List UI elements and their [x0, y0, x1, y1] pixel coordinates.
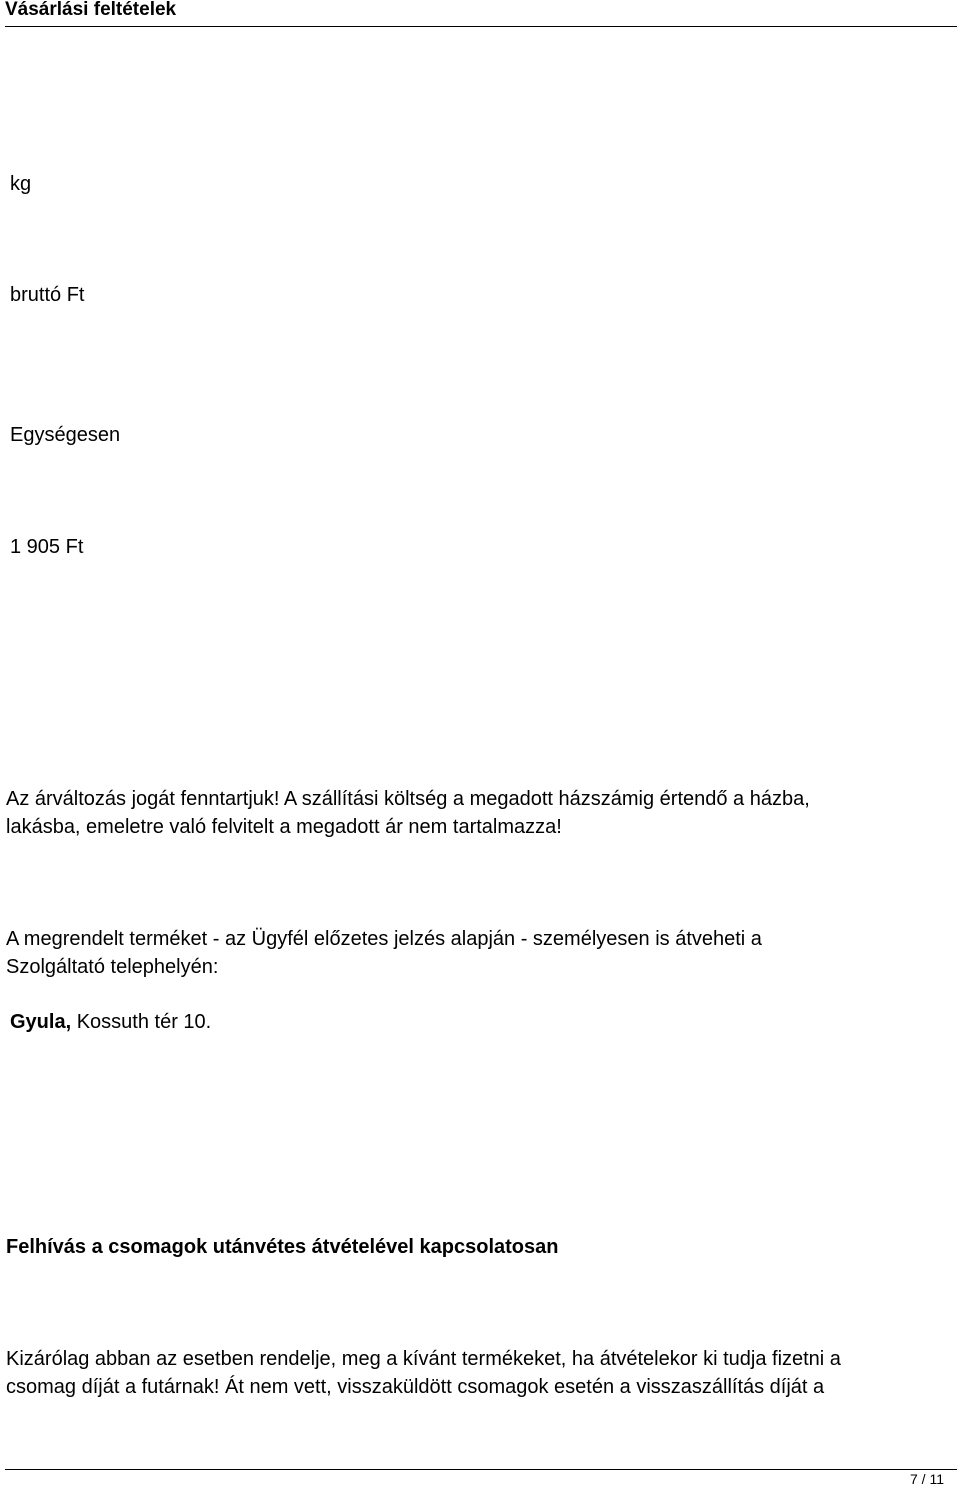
address-street: Kossuth tér 10. — [71, 1011, 212, 1033]
pickup-notice-line-2: Szolgáltató telephelyén: — [6, 956, 219, 978]
footer-divider — [5, 1469, 957, 1470]
price-notice-line-1: Az árváltozás jogát fenntartjuk! A szállítási költség a megadott házszámig értendő a házba, — [6, 788, 810, 810]
price-label: bruttó Ft — [10, 284, 85, 306]
cod-notice-line-1: Kizárólag abban az esetben rendelje, meg a kívánt termékeket, ha átvételekor ki tudja fizetni a — [6, 1348, 841, 1370]
price-notice-line-2: lakásba, emeletre való felvitelt a megadott ár nem tartalmazza! — [6, 816, 562, 838]
pickup-notice-line-1: A megrendelt terméket - az Ügyfél előzetes jelzés alapján - személyesen is átveheti a — [6, 928, 762, 950]
flat-rate-price: 1 905 Ft — [10, 536, 84, 558]
address-city: Gyula, — [10, 1011, 72, 1033]
unit-label: kg — [10, 173, 32, 195]
cod-notice-line-2: csomag díját a futárnak! Át nem vett, visszaküldött csomagok esetén a visszaszállítás díját a — [6, 1376, 825, 1398]
section-heading: Felhívás a csomagok utánvétes átvételével kapcsolatosan — [6, 1236, 559, 1258]
page-number: 7 / 11 — [910, 1471, 944, 1487]
flat-rate-label: Egységesen — [10, 424, 121, 446]
page-header-title: Vásárlási feltételek — [5, 0, 177, 20]
pickup-address — [10, 1008, 211, 1036]
header-divider — [5, 26, 957, 27]
